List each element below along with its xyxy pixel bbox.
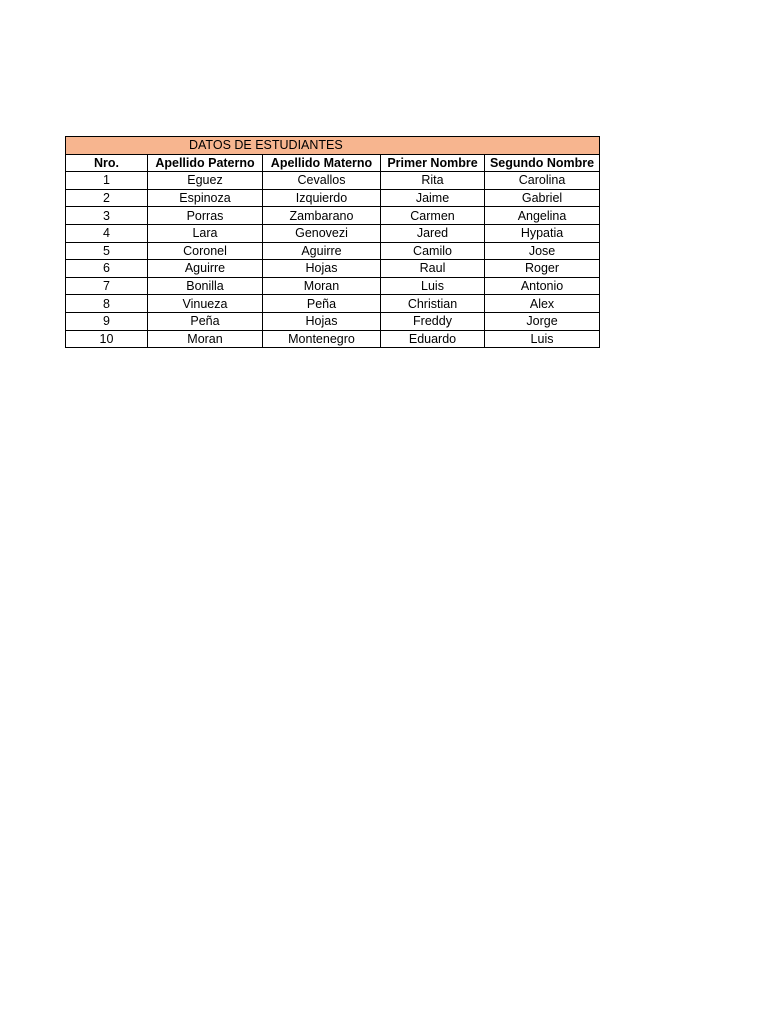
cell-primer-nombre[interactable]: Jaime <box>381 189 485 207</box>
cell-primer-nombre[interactable]: Christian <box>381 295 485 313</box>
cell-nro[interactable]: 3 <box>66 207 148 225</box>
cell-segundo-nombre[interactable]: Angelina <box>485 207 600 225</box>
header-segundo-nombre[interactable]: Segundo Nombre <box>485 154 600 172</box>
header-apellido-materno[interactable]: Apellido Materno <box>263 154 381 172</box>
cell-primer-nombre[interactable]: Carmen <box>381 207 485 225</box>
cell-nro[interactable]: 10 <box>66 330 148 348</box>
cell-nro[interactable]: 5 <box>66 242 148 260</box>
cell-primer-nombre[interactable]: Rita <box>381 172 485 190</box>
cell-apellido-materno[interactable]: Cevallos <box>263 172 381 190</box>
cell-segundo-nombre[interactable]: Antonio <box>485 277 600 295</box>
cell-apellido-paterno[interactable]: Coronel <box>148 242 263 260</box>
cell-primer-nombre[interactable]: Jared <box>381 224 485 242</box>
cell-segundo-nombre[interactable]: Hypatia <box>485 224 600 242</box>
cell-nro[interactable]: 9 <box>66 312 148 330</box>
table-row <box>66 207 600 225</box>
header-apellido-paterno[interactable]: Apellido Paterno <box>148 154 263 172</box>
cell-apellido-materno[interactable]: Aguirre <box>263 242 381 260</box>
cell-segundo-nombre[interactable]: Jose <box>485 242 600 260</box>
cell-primer-nombre[interactable]: Freddy <box>381 312 485 330</box>
cell-nro[interactable]: 2 <box>66 189 148 207</box>
cell-nro[interactable]: 6 <box>66 260 148 278</box>
header-nro[interactable]: Nro. <box>66 154 148 172</box>
table-row <box>66 242 600 260</box>
table-row <box>66 330 600 348</box>
table-header-row <box>66 154 600 172</box>
cell-segundo-nombre[interactable]: Jorge <box>485 312 600 330</box>
cell-apellido-paterno[interactable]: Aguirre <box>148 260 263 278</box>
cell-apellido-materno[interactable]: Zambarano <box>263 207 381 225</box>
cell-primer-nombre[interactable]: Raul <box>381 260 485 278</box>
cell-primer-nombre[interactable]: Camilo <box>381 242 485 260</box>
cell-segundo-nombre[interactable]: Luis <box>485 330 600 348</box>
cell-apellido-paterno[interactable]: Eguez <box>148 172 263 190</box>
cell-nro[interactable]: 8 <box>66 295 148 313</box>
table-row <box>66 260 600 278</box>
cell-apellido-paterno[interactable]: Espinoza <box>148 189 263 207</box>
cell-nro[interactable]: 4 <box>66 224 148 242</box>
cell-segundo-nombre[interactable]: Gabriel <box>485 189 600 207</box>
table-row <box>66 224 600 242</box>
table-row <box>66 189 600 207</box>
cell-apellido-paterno[interactable]: Moran <box>148 330 263 348</box>
table-row <box>66 295 600 313</box>
cell-apellido-materno[interactable]: Izquierdo <box>263 189 381 207</box>
cell-apellido-paterno[interactable]: Vinueza <box>148 295 263 313</box>
cell-segundo-nombre[interactable]: Alex <box>485 295 600 313</box>
cell-nro[interactable]: 7 <box>66 277 148 295</box>
table-row <box>66 312 600 330</box>
table-row <box>66 172 600 190</box>
cell-apellido-materno[interactable]: Peña <box>263 295 381 313</box>
header-primer-nombre[interactable]: Primer Nombre <box>381 154 485 172</box>
cell-apellido-materno[interactable]: Moran <box>263 277 381 295</box>
cell-apellido-materno[interactable]: Montenegro <box>263 330 381 348</box>
cell-segundo-nombre[interactable]: Carolina <box>485 172 600 190</box>
cell-apellido-paterno[interactable]: Lara <box>148 224 263 242</box>
table-title[interactable]: DATOS DE ESTUDIANTES <box>66 137 600 155</box>
table-row <box>66 277 600 295</box>
cell-nro[interactable]: 1 <box>66 172 148 190</box>
cell-segundo-nombre[interactable]: Roger <box>485 260 600 278</box>
cell-apellido-materno[interactable]: Hojas <box>263 312 381 330</box>
table-title-row <box>66 137 600 155</box>
students-table <box>65 136 600 348</box>
cell-apellido-materno[interactable]: Hojas <box>263 260 381 278</box>
cell-primer-nombre[interactable]: Eduardo <box>381 330 485 348</box>
cell-apellido-paterno[interactable]: Porras <box>148 207 263 225</box>
cell-primer-nombre[interactable]: Luis <box>381 277 485 295</box>
cell-apellido-paterno[interactable]: Peña <box>148 312 263 330</box>
cell-apellido-materno[interactable]: Genovezi <box>263 224 381 242</box>
cell-apellido-paterno[interactable]: Bonilla <box>148 277 263 295</box>
